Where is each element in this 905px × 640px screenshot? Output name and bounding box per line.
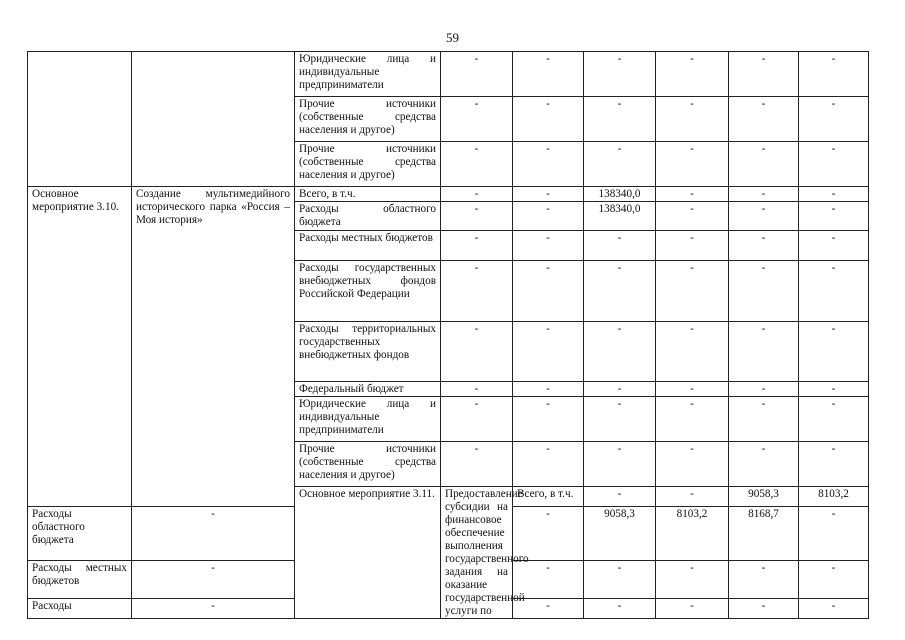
value-cell: - <box>656 202 729 231</box>
value-cell: - <box>799 52 869 97</box>
value-cell: - <box>729 187 799 202</box>
value-cell: - <box>656 187 729 202</box>
value-cell: - <box>729 560 799 598</box>
source-label: Прочие источники (собственные средства населения и другое) <box>295 142 441 187</box>
measure-code: Основное мероприятие 3.10. <box>28 187 132 507</box>
value-cell: - <box>132 506 295 560</box>
value-cell: - <box>656 52 729 97</box>
value-cell: - <box>729 382 799 397</box>
value-cell: 8103,2 <box>799 487 869 507</box>
value-cell: - <box>584 142 656 187</box>
value-cell: - <box>656 322 729 382</box>
value-cell: - <box>513 397 584 442</box>
value-cell: - <box>513 52 584 97</box>
value-cell: - <box>584 322 656 382</box>
value-cell: - <box>729 322 799 382</box>
source-label: Расходы местных бюджетов <box>28 560 132 598</box>
value-cell: - <box>584 397 656 442</box>
value-cell: - <box>513 202 584 231</box>
value-cell: - <box>584 382 656 397</box>
table-row <box>28 187 869 202</box>
value-cell: - <box>799 382 869 397</box>
value-cell: - <box>656 487 729 507</box>
value-cell: - <box>584 52 656 97</box>
value-cell: - <box>441 397 513 442</box>
value-cell: - <box>584 599 656 619</box>
value-cell: - <box>799 187 869 202</box>
value-cell: - <box>656 231 729 261</box>
value-cell: - <box>729 142 799 187</box>
source-label: Расходы государственных внебюджетных фондов Российской Федерации <box>295 261 441 322</box>
value-cell: 8103,2 <box>656 506 729 560</box>
value-cell: - <box>441 202 513 231</box>
value-cell: - <box>513 97 584 142</box>
source-label: Расходы областного бюджета <box>295 202 441 231</box>
value-cell: - <box>584 231 656 261</box>
value-cell: - <box>799 322 869 382</box>
value-cell: - <box>729 202 799 231</box>
source-label: Расходы территориальных государственных внебюджетных фондов <box>295 322 441 382</box>
value-cell: 138340,0 <box>584 187 656 202</box>
value-cell: - <box>656 560 729 598</box>
value-cell: 9058,3 <box>584 506 656 560</box>
value-cell: 138340,0 <box>584 202 656 231</box>
source-label: Всего, в т.ч. <box>295 187 441 202</box>
value-cell: - <box>584 487 656 507</box>
value-cell: - <box>132 599 295 619</box>
value-cell: - <box>656 599 729 619</box>
value-cell: - <box>799 599 869 619</box>
value-cell: - <box>729 52 799 97</box>
measure-name: Предоставление субсидии на финансовое обеспечение выполнения государственного задания на оказание государственной услуги по <box>441 487 513 619</box>
value-cell: - <box>656 382 729 397</box>
value-cell: - <box>584 261 656 322</box>
value-cell: - <box>729 397 799 442</box>
measure-name-cell <box>132 52 295 187</box>
value-cell: - <box>441 382 513 397</box>
value-cell: - <box>656 142 729 187</box>
source-label: Юридические лица и индивидуальные предприниматели <box>295 397 441 442</box>
measure-name: Создание мультимедийного исторического парка «Россия – Моя история» <box>132 187 295 507</box>
value-cell: - <box>513 560 584 598</box>
value-cell: - <box>441 187 513 202</box>
value-cell: - <box>729 231 799 261</box>
value-cell: - <box>799 560 869 598</box>
value-cell: - <box>656 397 729 442</box>
value-cell: - <box>441 97 513 142</box>
value-cell: - <box>584 560 656 598</box>
value-cell: - <box>132 560 295 598</box>
value-cell: - <box>441 142 513 187</box>
value-cell: - <box>799 202 869 231</box>
value-cell: - <box>513 142 584 187</box>
value-cell: - <box>441 52 513 97</box>
value-cell: - <box>656 97 729 142</box>
value-cell: - <box>656 261 729 322</box>
value-cell: - <box>799 397 869 442</box>
value-cell: - <box>799 97 869 142</box>
value-cell: - <box>799 442 869 487</box>
value-cell: - <box>584 442 656 487</box>
value-cell: - <box>584 97 656 142</box>
value-cell: - <box>799 142 869 187</box>
measure-code-cell <box>28 52 132 187</box>
value-cell: - <box>513 322 584 382</box>
value-cell: - <box>513 506 584 560</box>
source-label: Расходы областного бюджета <box>28 506 132 560</box>
source-label: Расходы <box>28 599 132 619</box>
value-cell: - <box>799 506 869 560</box>
value-cell: - <box>441 322 513 382</box>
value-cell: - <box>513 382 584 397</box>
value-cell: - <box>513 187 584 202</box>
budget-table <box>27 51 869 619</box>
table-row <box>28 52 869 97</box>
source-label: Федеральный бюджет <box>295 382 441 397</box>
value-cell: - <box>656 442 729 487</box>
value-cell: - <box>441 261 513 322</box>
value-cell: 9058,3 <box>729 487 799 507</box>
measure-code: Основное мероприятие 3.11. <box>295 487 441 619</box>
value-cell: - <box>729 599 799 619</box>
source-label: Юридические лица и индивидуальные предприниматели <box>295 52 441 97</box>
value-cell: - <box>513 261 584 322</box>
value-cell: - <box>799 261 869 322</box>
value-cell: - <box>729 97 799 142</box>
value-cell: - <box>513 442 584 487</box>
source-label: Расходы местных бюджетов <box>295 231 441 261</box>
value-cell: - <box>513 599 584 619</box>
source-label: Прочие источники (собственные средства населения и другое) <box>295 442 441 487</box>
value-cell: - <box>729 261 799 322</box>
value-cell: - <box>513 231 584 261</box>
value-cell: - <box>799 231 869 261</box>
page-number: 59 <box>446 30 459 45</box>
source-label: Всего, в т.ч. <box>513 487 584 507</box>
value-cell: - <box>729 442 799 487</box>
value-cell: - <box>441 442 513 487</box>
value-cell: 8168,7 <box>729 506 799 560</box>
value-cell: - <box>441 231 513 261</box>
source-label: Прочие источники (собственные средства населения и другое) <box>295 97 441 142</box>
